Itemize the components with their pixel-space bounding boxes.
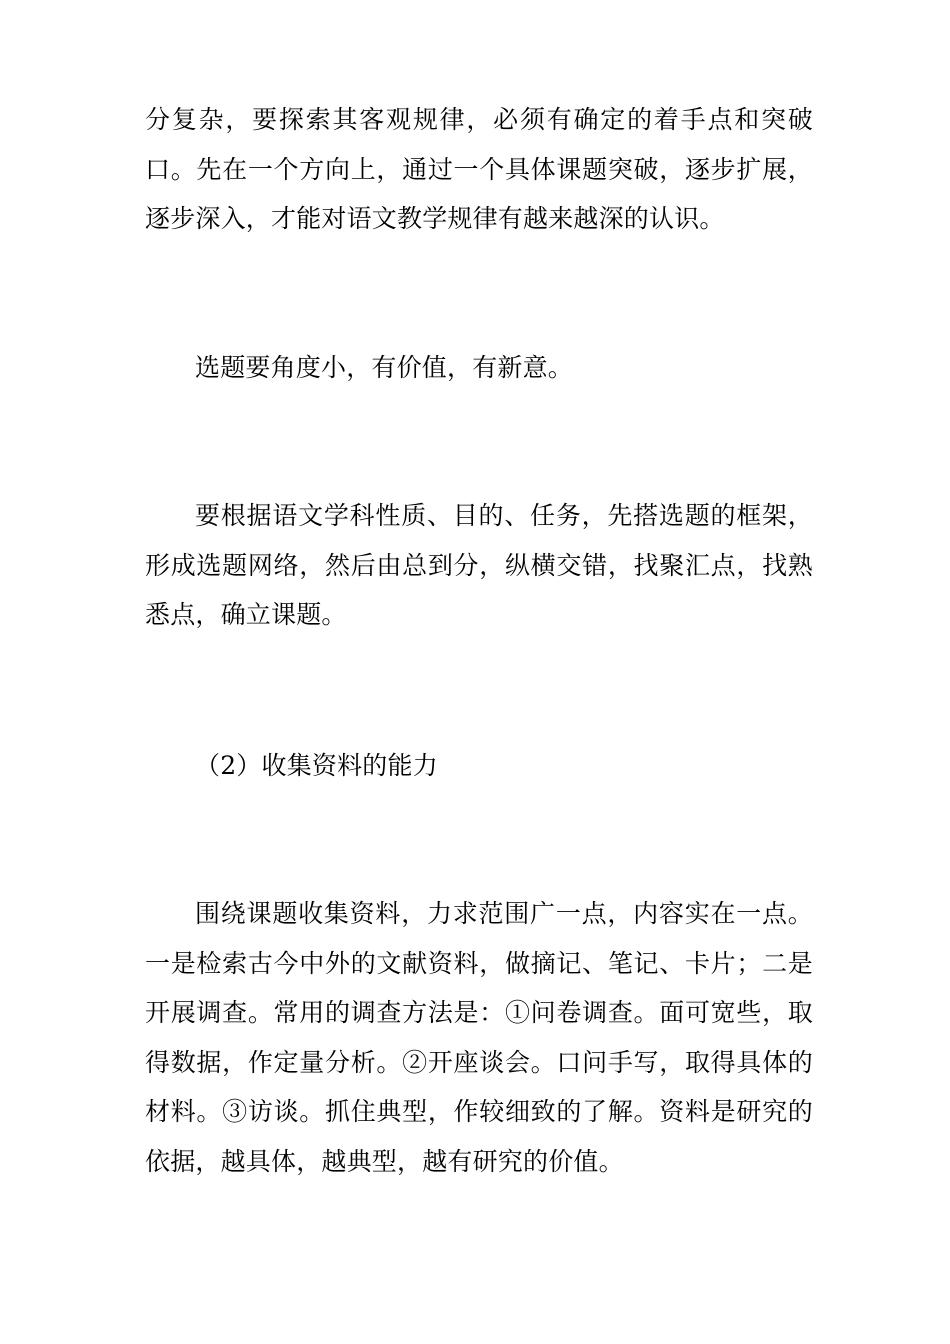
paragraph-continued: 分复杂，要探索其客观规律，必须有确定的着手点和突破口。先在一个方向上，通过一个具体课题突破，逐步扩展，逐步深入，才能对语文教学规律有越来越深的认识。	[145, 105, 813, 233]
paragraph-topic-framework: 要根据语文学科性质、目的、任务，先搭选题的框架，形成选题网络，然后由总到分，纵横交错，找聚汇点，找熟悉点，确立课题。	[145, 501, 813, 629]
paragraph-data-collection: 围绕课题收集资料，力求范围广一点，内容实在一点。一是检索古今中外的文献资料，做摘记、笔记、卡片；二是开展调查。常用的调查方法是：①问卷调查。面可宽些，取得数据，作定量分析。②开座谈会。口问手写，取得具体的材料。③访谈。抓住典型，作较细致的了解。资料是研究的依据，越具体，越典型，越有研究的价值。	[145, 899, 813, 1176]
paragraph-topic-criteria: 选题要角度小，有价值，有新意。	[195, 353, 574, 382]
section-heading: （2）收集资料的能力	[195, 751, 438, 780]
